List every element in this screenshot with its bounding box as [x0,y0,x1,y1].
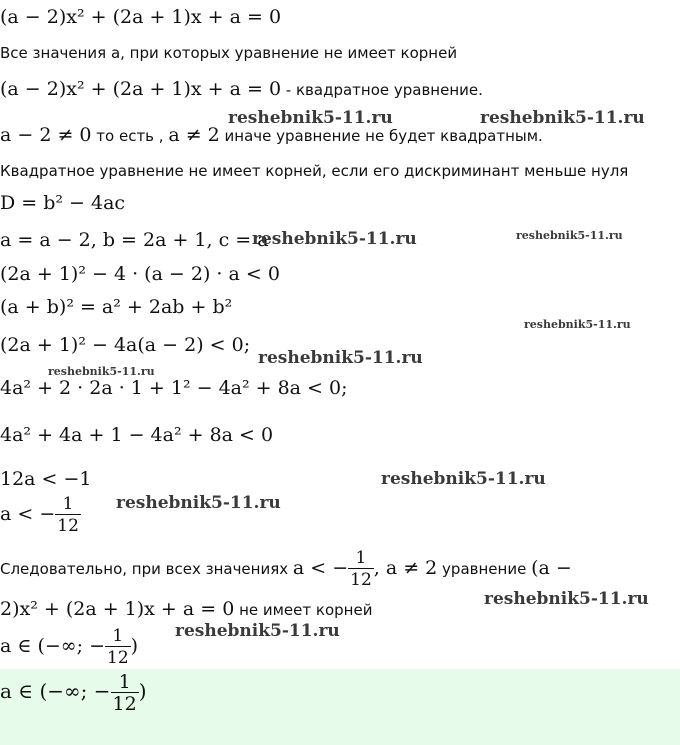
inequality-1: (2a + 1)² − 4 · (a − 2) · a < 0 [0,263,280,285]
coefficients: a = a − 2, b = 2a + 1, c = a [0,229,269,251]
conclusion-text-1: Следовательно, при всех значениях [0,560,293,578]
conclusion-fraction [348,548,374,591]
answer-fraction [111,672,139,715]
conclusion-line-1 [0,548,572,591]
answer-fraction-numerator: 1 [118,671,131,693]
quadratic-line [0,78,483,100]
result-right: ) [130,635,139,657]
result-left: a ∈ (−∞; − [0,635,105,657]
fraction-numerator: 1 [62,494,74,514]
inequality-4: 4a² + 4a + 1 − 4a² + 8a < 0 [0,424,274,446]
conclusion-fraction-numerator: 1 [355,548,367,568]
result-line [0,626,138,669]
discriminant-text: Квадратное уравнение не имеет корней, если его дискриминант меньше нуля [0,162,629,180]
conclusion-text-2: уравнение [437,560,532,578]
inequality-3: 4a² + 2 · 2a · 1 + 1² − 4a² + 8a < 0; [0,377,348,399]
quadratic-note: - квадратное уравнение. [281,81,483,99]
fraction [55,494,81,537]
condition-text-2: иначе уравнение не будет квадратным. [219,127,543,145]
watermark: reshebnik5-11.ru [48,365,155,378]
conclusion-fraction-denominator: 12 [350,570,372,590]
conclusion-math-3: (a − [531,557,572,579]
result-fraction-denominator: 12 [107,648,129,668]
square-identity: (a + b)² = a² + 2ab + b² [0,296,233,318]
watermark: reshebnik5-11.ru [228,108,393,128]
inequality-5: 12a < −1 [0,468,92,490]
result-fraction-numerator: 1 [112,626,124,646]
watermark: reshebnik5-11.ru [252,229,417,249]
watermark: reshebnik5-11.ru [175,621,340,641]
conclusion-text-3: не имеет корней [234,601,373,619]
watermark: reshebnik5-11.ru [516,229,623,242]
result-fraction [105,626,131,669]
watermark: reshebnik5-11.ru [116,493,281,513]
discriminant-formula: D = b² − 4ac [0,192,126,214]
fraction-denominator: 12 [57,516,79,536]
conclusion-math-2: , a ≠ 2 [373,557,438,579]
answer-fraction-denominator: 12 [112,693,137,715]
watermark: reshebnik5-11.ru [258,348,423,368]
watermark: reshebnik5-11.ru [480,108,645,128]
inequality-2: (2a + 1)² − 4a(a − 2) < 0; [0,334,251,356]
conclusion-math-4: 2)x² + (2a + 1)x + a = 0 [0,598,235,620]
quadratic-equation: (a − 2)x² + (2a + 1)x + a = 0 [0,78,282,100]
watermark: reshebnik5-11.ru [484,589,649,609]
conclusion-math-1: a < − [292,557,349,579]
answer-left: a ∈ (−∞; − [0,679,111,703]
condition-math: a − 2 ≠ 0 [0,124,92,146]
condition-text-1: то есть , [91,127,169,145]
equation-main: (a − 2)x² + (2a + 1)x + a = 0 [0,6,282,28]
watermark: reshebnik5-11.ru [524,318,631,331]
answer-line [0,672,147,715]
answer-right: ) [138,679,147,703]
watermark: reshebnik5-11.ru [381,469,546,489]
inequality-6-left: a < − [0,503,56,525]
inequality-6 [0,494,81,537]
conclusion-line-2 [0,598,372,620]
task-text: Все значения a, при которых уравнение не имеет корней [0,44,458,62]
condition-math-2: a ≠ 2 [168,124,220,146]
